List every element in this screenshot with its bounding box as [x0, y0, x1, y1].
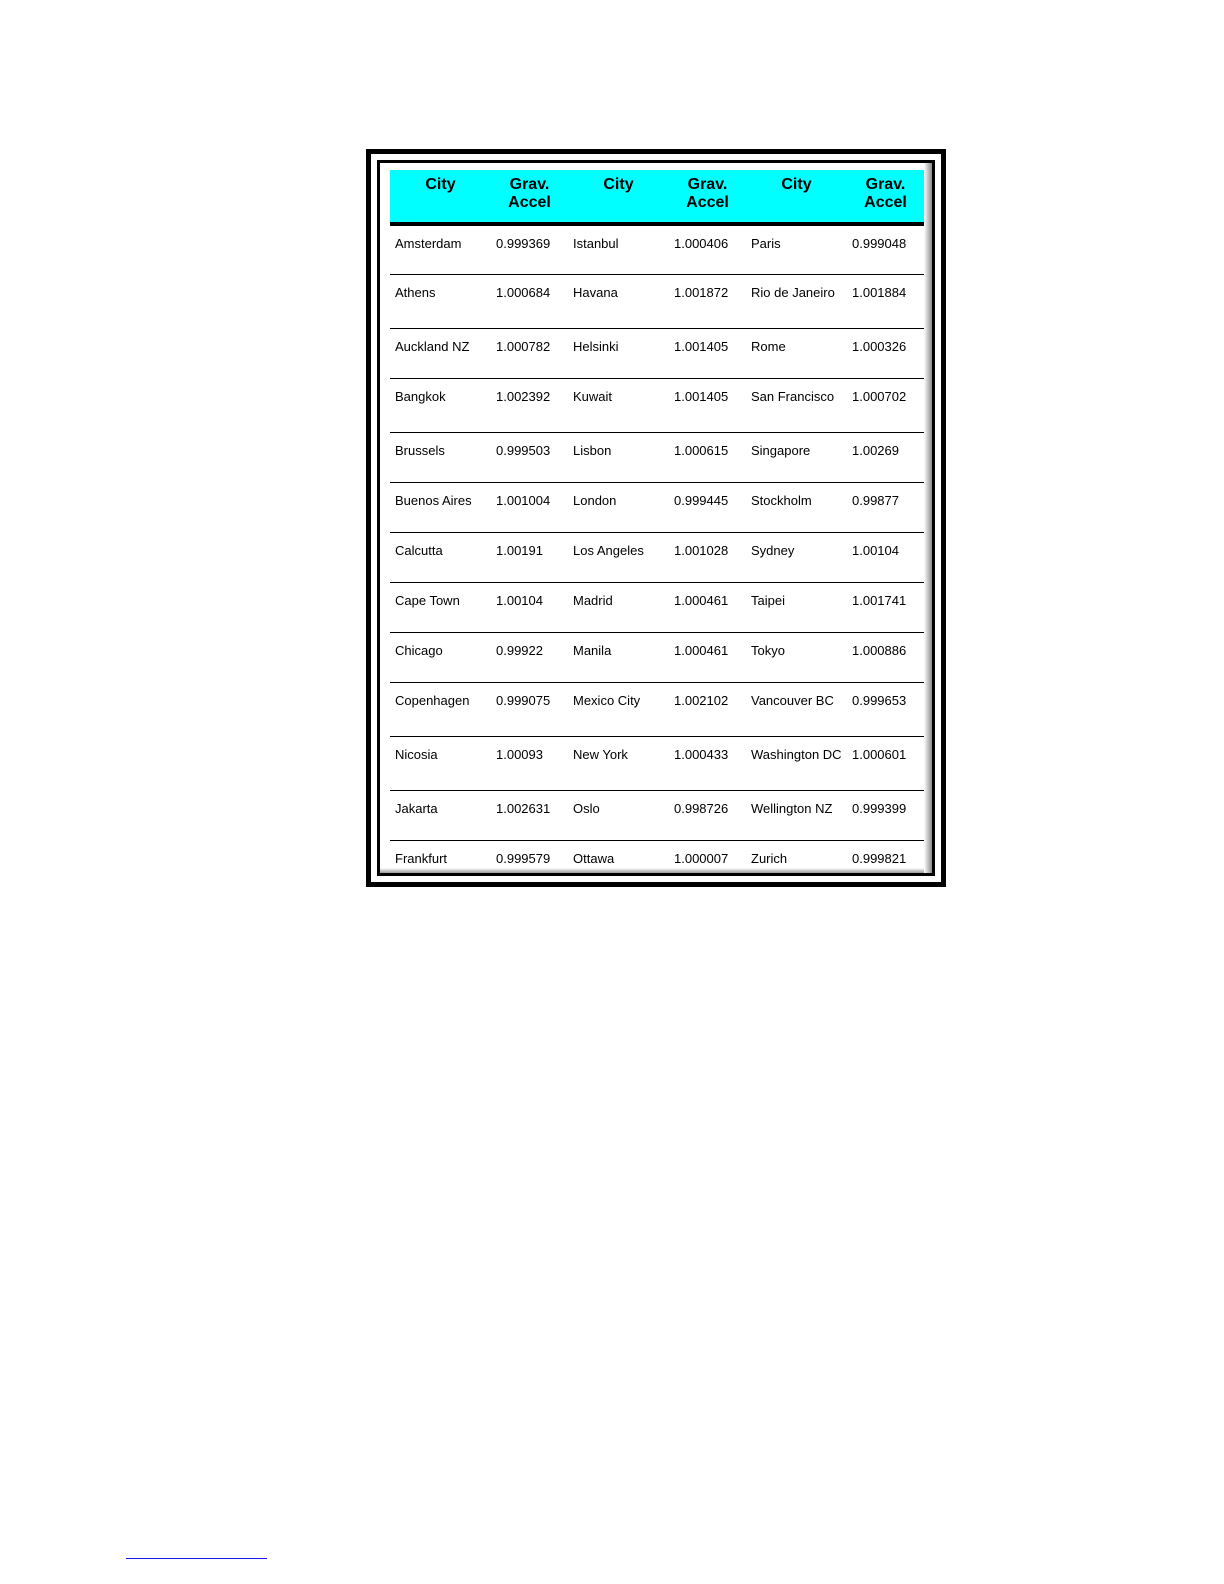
cell-city: Athens	[390, 274, 491, 328]
cell-grav-accel: 1.000461	[669, 632, 746, 682]
cell-grav-accel: 0.999821	[852, 850, 907, 866]
cell-city: Wellington NZ	[746, 790, 847, 840]
cell-city: Havana	[568, 274, 669, 328]
header-city-3	[746, 170, 847, 224]
cell-city: Helsinki	[568, 328, 669, 378]
cell-city: Tokyo	[746, 632, 847, 682]
cell-grav-accel: 1.00093	[491, 736, 568, 790]
cell-grav-accel: 0.999653	[847, 682, 924, 736]
cell-grav-accel: 1.000702	[847, 378, 924, 432]
cell-grav-accel: 1.000601	[847, 736, 924, 790]
cell-grav-accel: 1.001028	[669, 532, 746, 582]
cell-grav-accel: 1.001405	[669, 378, 746, 432]
table-row	[390, 790, 924, 840]
cell-city: Istanbul	[568, 224, 669, 274]
table-row	[390, 582, 924, 632]
cell-city: New York	[568, 736, 669, 790]
header-row	[390, 170, 924, 224]
header-line: Accel	[686, 194, 729, 211]
table-row	[390, 482, 924, 532]
cell-grav-accel: 1.00104	[491, 582, 568, 632]
cell-grav-accel: 0.999369	[491, 224, 568, 274]
table-row	[390, 532, 924, 582]
header-line: City	[603, 176, 634, 193]
table-row	[390, 224, 924, 274]
cell-city: Frankfurt	[395, 850, 448, 866]
cell-grav-accel: 0.999503	[491, 432, 568, 482]
cell-city: Amsterdam	[390, 224, 491, 274]
cell-grav-accel: 1.002102	[669, 682, 746, 736]
cell-city: Cape Town	[390, 582, 491, 632]
cell-grav-accel: 1.000326	[847, 328, 924, 378]
cell-grav-accel: 1.000433	[669, 736, 746, 790]
cell-grav-accel: 1.000684	[491, 274, 568, 328]
cell-city: Auckland NZ	[390, 328, 491, 378]
table-frame	[366, 149, 946, 887]
header-city-2	[568, 170, 669, 224]
cell-city: Brussels	[390, 432, 491, 482]
cell-grav-accel: 1.001004	[491, 482, 568, 532]
cell-city: Calcutta	[390, 532, 491, 582]
table-row	[390, 274, 924, 328]
cell-city: Kuwait	[568, 378, 669, 432]
cell-city: Manila	[568, 632, 669, 682]
cell-grav-accel: 1.002392	[491, 378, 568, 432]
cell-city: Bangkok	[390, 378, 491, 432]
cell-city: Taipei	[746, 582, 847, 632]
cell-grav-accel: 1.001872	[669, 274, 746, 328]
cell-city: Zurich	[751, 850, 788, 866]
cell-grav-accel: 1.001884	[847, 274, 924, 328]
cell-city: Stockholm	[746, 482, 847, 532]
table-row	[390, 328, 924, 378]
header-city-1	[390, 170, 491, 224]
cell-city: Oslo	[568, 790, 669, 840]
cell-grav-accel: 1.002631	[491, 790, 568, 840]
cell-grav-accel: 1.000007	[674, 850, 729, 866]
header-line: Accel	[864, 194, 907, 211]
cell-city: London	[568, 482, 669, 532]
cell-city: Madrid	[568, 582, 669, 632]
cell-grav-accel: 0.999579	[496, 850, 551, 866]
cell-grav-accel: 0.999445	[669, 482, 746, 532]
cell-grav-accel: 0.999048	[847, 224, 924, 274]
cell-city: Buenos Aires	[390, 482, 491, 532]
cell-city: Lisbon	[568, 432, 669, 482]
cell-grav-accel: 0.998726	[669, 790, 746, 840]
cell-grav-accel: 1.000782	[491, 328, 568, 378]
cell-grav-accel: 1.00191	[491, 532, 568, 582]
cell-grav-accel: 1.00269	[847, 432, 924, 482]
cell-city: Rio de Janeiro	[746, 274, 847, 328]
header-grav-accel-2	[669, 170, 746, 224]
footnote-separator	[126, 1558, 267, 1559]
table-row	[390, 840, 924, 890]
cell-grav-accel: 1.000886	[847, 632, 924, 682]
cell-city: Paris	[746, 224, 847, 274]
cell-city: Mexico City	[568, 682, 669, 736]
cell-city: Vancouver BC	[746, 682, 847, 736]
table-header	[390, 170, 924, 224]
table-row	[390, 378, 924, 432]
cell-city: Rome	[746, 328, 847, 378]
cell-grav-accel: 1.001405	[669, 328, 746, 378]
table-body	[390, 224, 924, 890]
cell-grav-accel: 1.000461	[669, 582, 746, 632]
cell-grav-accel: 0.99922	[491, 632, 568, 682]
gravity-table	[390, 170, 924, 890]
cell-grav-accel: 1.00104	[847, 532, 924, 582]
cell-city: Chicago	[390, 632, 491, 682]
cell-city: Ottawa	[573, 850, 615, 866]
cell-grav-accel: 1.000406	[669, 224, 746, 274]
cell-city: Sydney	[746, 532, 847, 582]
cell-grav-accel: 1.000615	[669, 432, 746, 482]
cell-grav-accel: 0.999075	[491, 682, 568, 736]
cell-city: San Francisco	[746, 378, 847, 432]
table-inner-border	[377, 160, 935, 876]
cell-grav-accel: 0.999399	[847, 790, 924, 840]
header-line: Grav.	[509, 176, 550, 193]
header-grav-accel-1	[491, 170, 568, 224]
header-line: Grav.	[687, 176, 728, 193]
cell-grav-accel: 1.001741	[847, 582, 924, 632]
header-line: Grav.	[865, 176, 906, 193]
cell-city: Jakarta	[390, 790, 491, 840]
header-line: City	[781, 176, 812, 193]
table-row	[390, 736, 924, 790]
header-line: City	[425, 176, 456, 193]
table-row	[390, 632, 924, 682]
cell-city: Copenhagen	[390, 682, 491, 736]
table-row	[390, 432, 924, 482]
cell-city: Los Angeles	[568, 532, 669, 582]
cell-city: Singapore	[746, 432, 847, 482]
table-row	[390, 682, 924, 736]
cell-city: Nicosia	[390, 736, 491, 790]
cell-city: Washington DC	[746, 736, 847, 790]
header-grav-accel-3	[847, 170, 924, 224]
header-line: Accel	[508, 194, 551, 211]
cell-grav-accel: 0.99877	[847, 482, 924, 532]
